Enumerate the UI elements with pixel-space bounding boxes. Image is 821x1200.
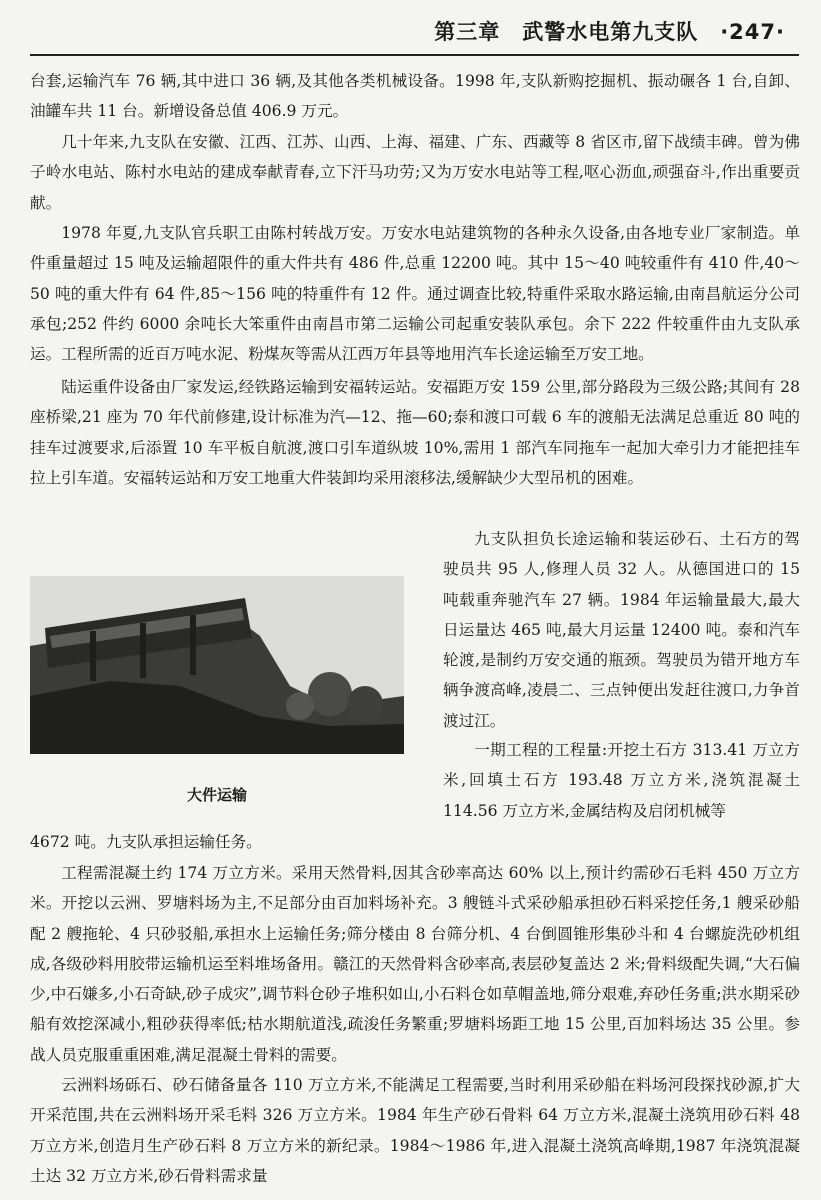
running-head: 第三章 武警水电第九支队 ·247·	[434, 20, 785, 44]
paragraph-3: 1978 年夏,九支队官兵职工由陈村转战万安。万安水电站建筑物的各种永久设备,由各地专业厂家制造。单件重量超过 15 吨及运输超限件的重大件共有 486 件,总重 12200 吨。其中 15～40 吨较重件有 410 件,40～50 吨的重大件有 64 件,85～156 吨的特重件有 12 件。通过调查比较,特重件采取水路运输,由南昌航运分公司承包;252 件约 6000 余吨长大笨重件由南昌市第二运输公司起重安装队承包。余下 222 件较重件由九支队承运。工程所需的近百万吨水泥、粉煤灰等需从江西万年县等地用汽车长途运输至万安工地。	[30, 224, 800, 364]
paragraph-4: 陆运重件设备由厂家发运,经铁路运输到安福转运站。安福距万安 159 公里,部分路段为三级公路;其间有 28 座桥梁,21 座为 70 年代前修建,设计标准为汽—12、拖—60;泰和渡口可载 6 车的渡船无法满足总重近 80 吨的挂车过渡要求,后添置 10 车平板自航渡,渡口引车道纵坡 10%,需用 1 部汽车同拖车一起加大牵引力才能把挂车拉上引车道。安福转运站和万安工地重大件装卸均采用滚移法,缓解缺少大型吊机的困难。	[30, 378, 800, 487]
paragraph-6: 一期工程的工程量:开挖土石方 313.41 万立方米,回填土石方 193.48 万立方米,浇筑混凝土 114.56 万立方米,金属结构及启闭机械等	[443, 741, 800, 820]
header-rule	[30, 54, 799, 56]
page-header	[0, 0, 821, 62]
photo-heavy-transport	[30, 576, 404, 754]
paragraph-8: 云洲料场砾石、砂石储备量各 110 万立方米,不能满足工程需要,当时利用采砂船在料场河段探找砂源,扩大开采范围,共在云洲料场开采毛料 326 万立方米。1984 年生产砂石骨料 64 万立方米,混凝土浇筑用砂石料 48 万立方米,创造月生产砂石料 8 万立方米的新纪录。1984～1986 年,进入混凝土浇筑高峰期,1987 年浇筑混凝土达 32 万立方米,砂石骨料需求量	[30, 1076, 800, 1185]
paragraph-5: 九支队担负长途运输和装运砂石、土石方的驾驶员共 95 人,修理人员 32 人。从德国进口的 15 吨载重奔驰汽车 27 辆。1984 年运输量最大,最大日运量达 465 吨,最大月运量 12400 吨。泰和汽车轮渡,是制约万安交通的瓶颈。驾驶员为错开地方车辆争渡高峰,凌晨二、三点钟便出发赶往渡口,力争首渡过江。	[443, 530, 800, 730]
figure-caption: 大件运输	[186, 786, 247, 804]
paragraph-7: 工程需混凝土约 174 万立方米。采用天然骨料,因其含砂率高达 60% 以上,预计约需砂石毛料 450 万立方米。开挖以云洲、罗塘料场为主,不足部分由百加料场补充。3 艘链斗式采砂船承担砂石料采挖任务,1 艘采砂船配 2 艘拖轮、4 只砂驳船,承担水上运输任务;筛分楼由 8 台筛分机、4 台倒圆锥形集砂斗和 4 台螺旋洗砂机组成,各级砂料用胶带运输机运至料堆场备用。赣江的天然骨料含砂率高,表层砂复盖达 2 米;骨料级配失调,“大石偏少,中石嫌多,小石奇缺,砂子成灾”,调节料仓砂子堆积如山,小石料仓如草帽盖地,筛分艰难,弃砂任务重;洪水期采砂船有效挖深减小,粗砂获得率低;枯水期航道浅,疏浚任务繁重;罗塘料场距工地 15 公里,百加料场达 35 公里。参战人员克服重重困难,满足混凝土骨料的需要。	[30, 864, 800, 1064]
paragraph-6-continued: 4672 吨。九支队承担运输任务。	[30, 833, 262, 851]
photo-illustration	[30, 576, 404, 754]
paragraph-2: 几十年来,九支队在安徽、江西、江苏、山西、上海、福建、广东、西藏等 8 省区市,留下战绩丰碑。曾为佛子岭水电站、陈村水电站的建成奉献青春,立下汗马功劳;又为万安水电站等工程,呕心沥血,顽强奋斗,作出重要贡献。	[30, 133, 800, 212]
paragraph-1: 台套,运输汽车 76 辆,其中进口 36 辆,及其他各类机械设备。1998 年,支队新购挖掘机、振动碾各 1 台,自卸、油罐车共 11 台。新增设备总值 406.9 万元。	[30, 72, 800, 121]
